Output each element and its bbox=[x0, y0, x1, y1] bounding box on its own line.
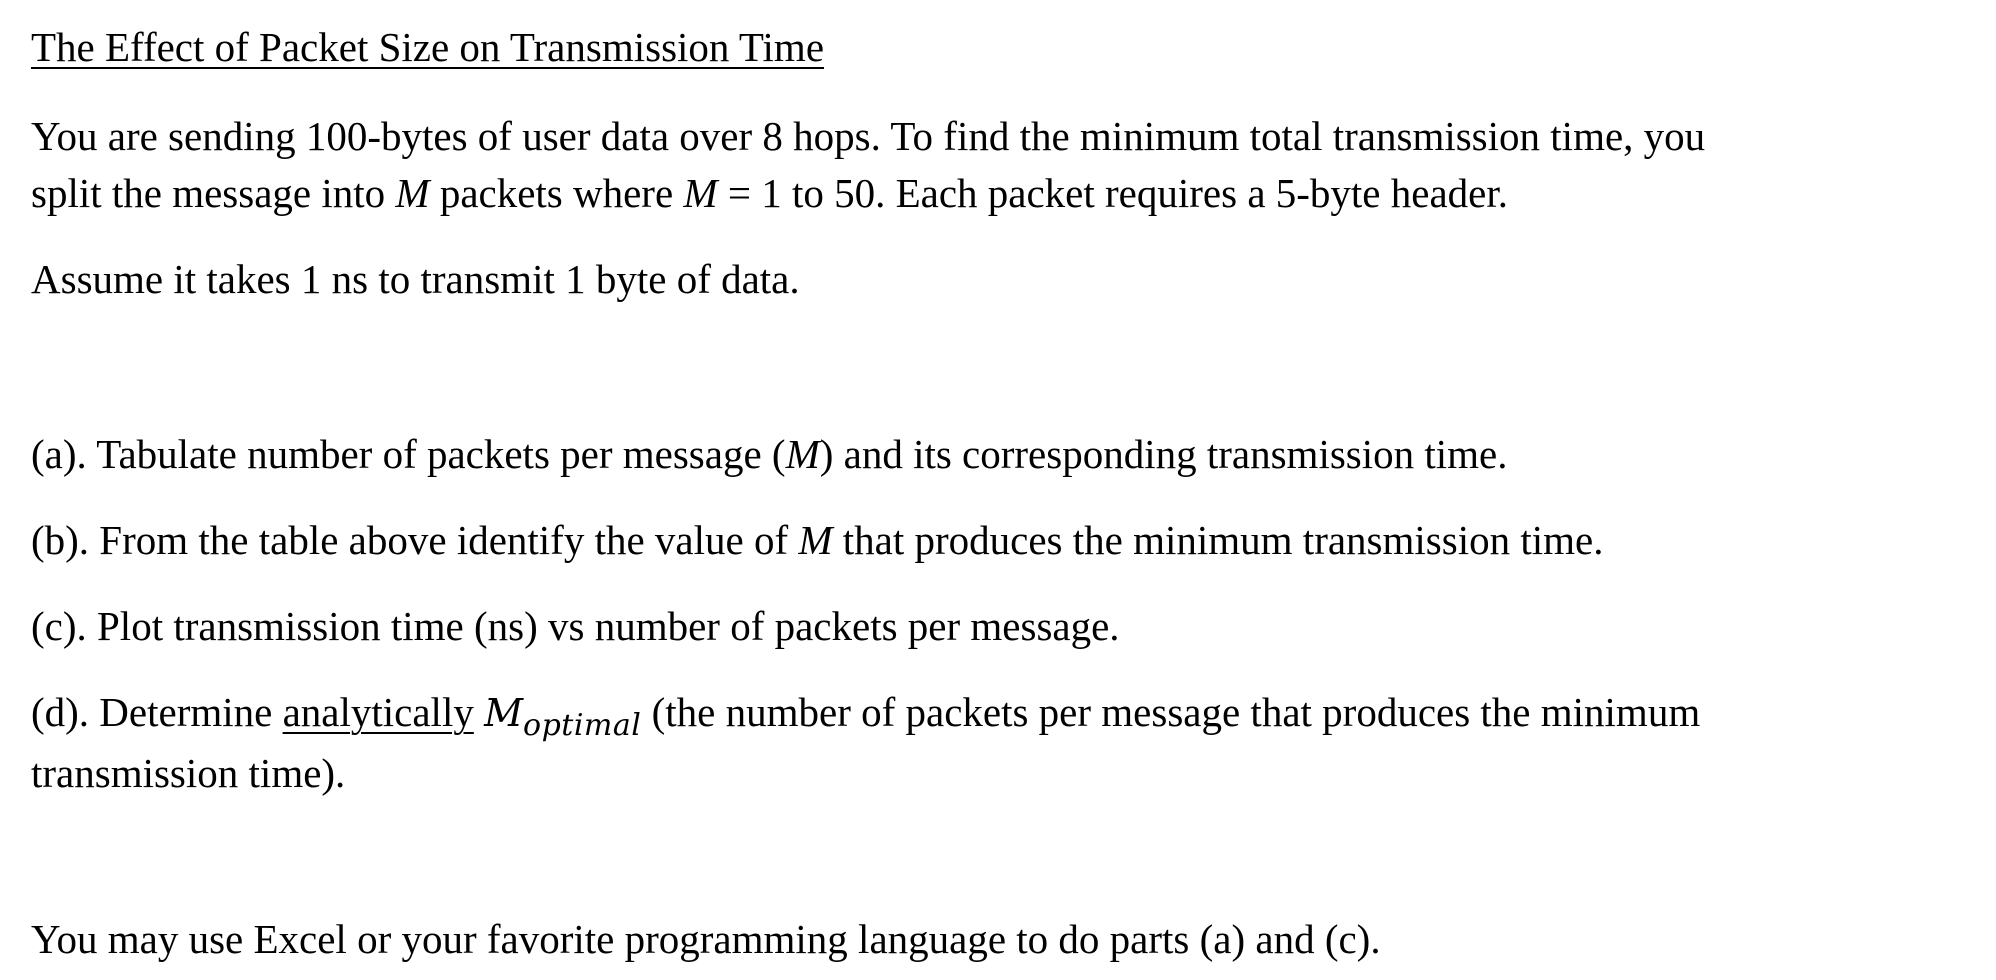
question-c: (c). Plot transmission time (ns) vs number of packets per message. bbox=[31, 603, 1120, 649]
question-a-text-1: (a). Tabulate number of packets per message ( bbox=[31, 431, 786, 477]
question-a-text-2: ) and its corresponding transmission time. bbox=[819, 431, 1508, 477]
question-b-text-2: that produces the minimum transmission time. bbox=[832, 517, 1604, 563]
intro-paragraph bbox=[31, 108, 1705, 222]
variable-m: M bbox=[683, 170, 718, 216]
document-title: The Effect of Packet Size on Transmission Time bbox=[31, 24, 825, 70]
variable-m: M bbox=[798, 517, 833, 563]
question-b-text-1: (b). From the table above identify the value of bbox=[31, 517, 799, 563]
variable-m: M bbox=[395, 170, 430, 216]
question-d bbox=[31, 684, 1700, 802]
closing-paragraph: You may use Excel or your favorite programming language to do parts (a) and (c). bbox=[31, 916, 1381, 962]
underlined-word: analytically bbox=[282, 689, 474, 735]
question-d-line-1 bbox=[31, 684, 1700, 745]
question-b bbox=[31, 512, 1603, 569]
question-d-text-2: (the number of packets per message that produces the minimum bbox=[641, 689, 1701, 735]
intro-text-2: packets where bbox=[429, 170, 684, 216]
subscript-optimal: optimal bbox=[523, 708, 642, 743]
variable-m: M bbox=[785, 431, 820, 477]
intro-text-1: split the message into bbox=[31, 170, 396, 216]
question-d-text-1: (d). Determine bbox=[31, 689, 283, 735]
intro-text-3: = 1 to 50. Each packet requires a 5-byte header. bbox=[717, 170, 1508, 216]
intro-line-1: You are sending 100-bytes of user data over 8 hops. To find the minimum total transmission time, you bbox=[31, 113, 1706, 159]
question-d-line-2: transmission time). bbox=[31, 750, 346, 796]
intro-line-2 bbox=[31, 165, 1705, 222]
assumption-paragraph: Assume it takes 1 ns to transmit 1 byte of data. bbox=[31, 256, 800, 302]
variable-m-optimal: M bbox=[484, 691, 524, 735]
question-a bbox=[31, 426, 1508, 483]
